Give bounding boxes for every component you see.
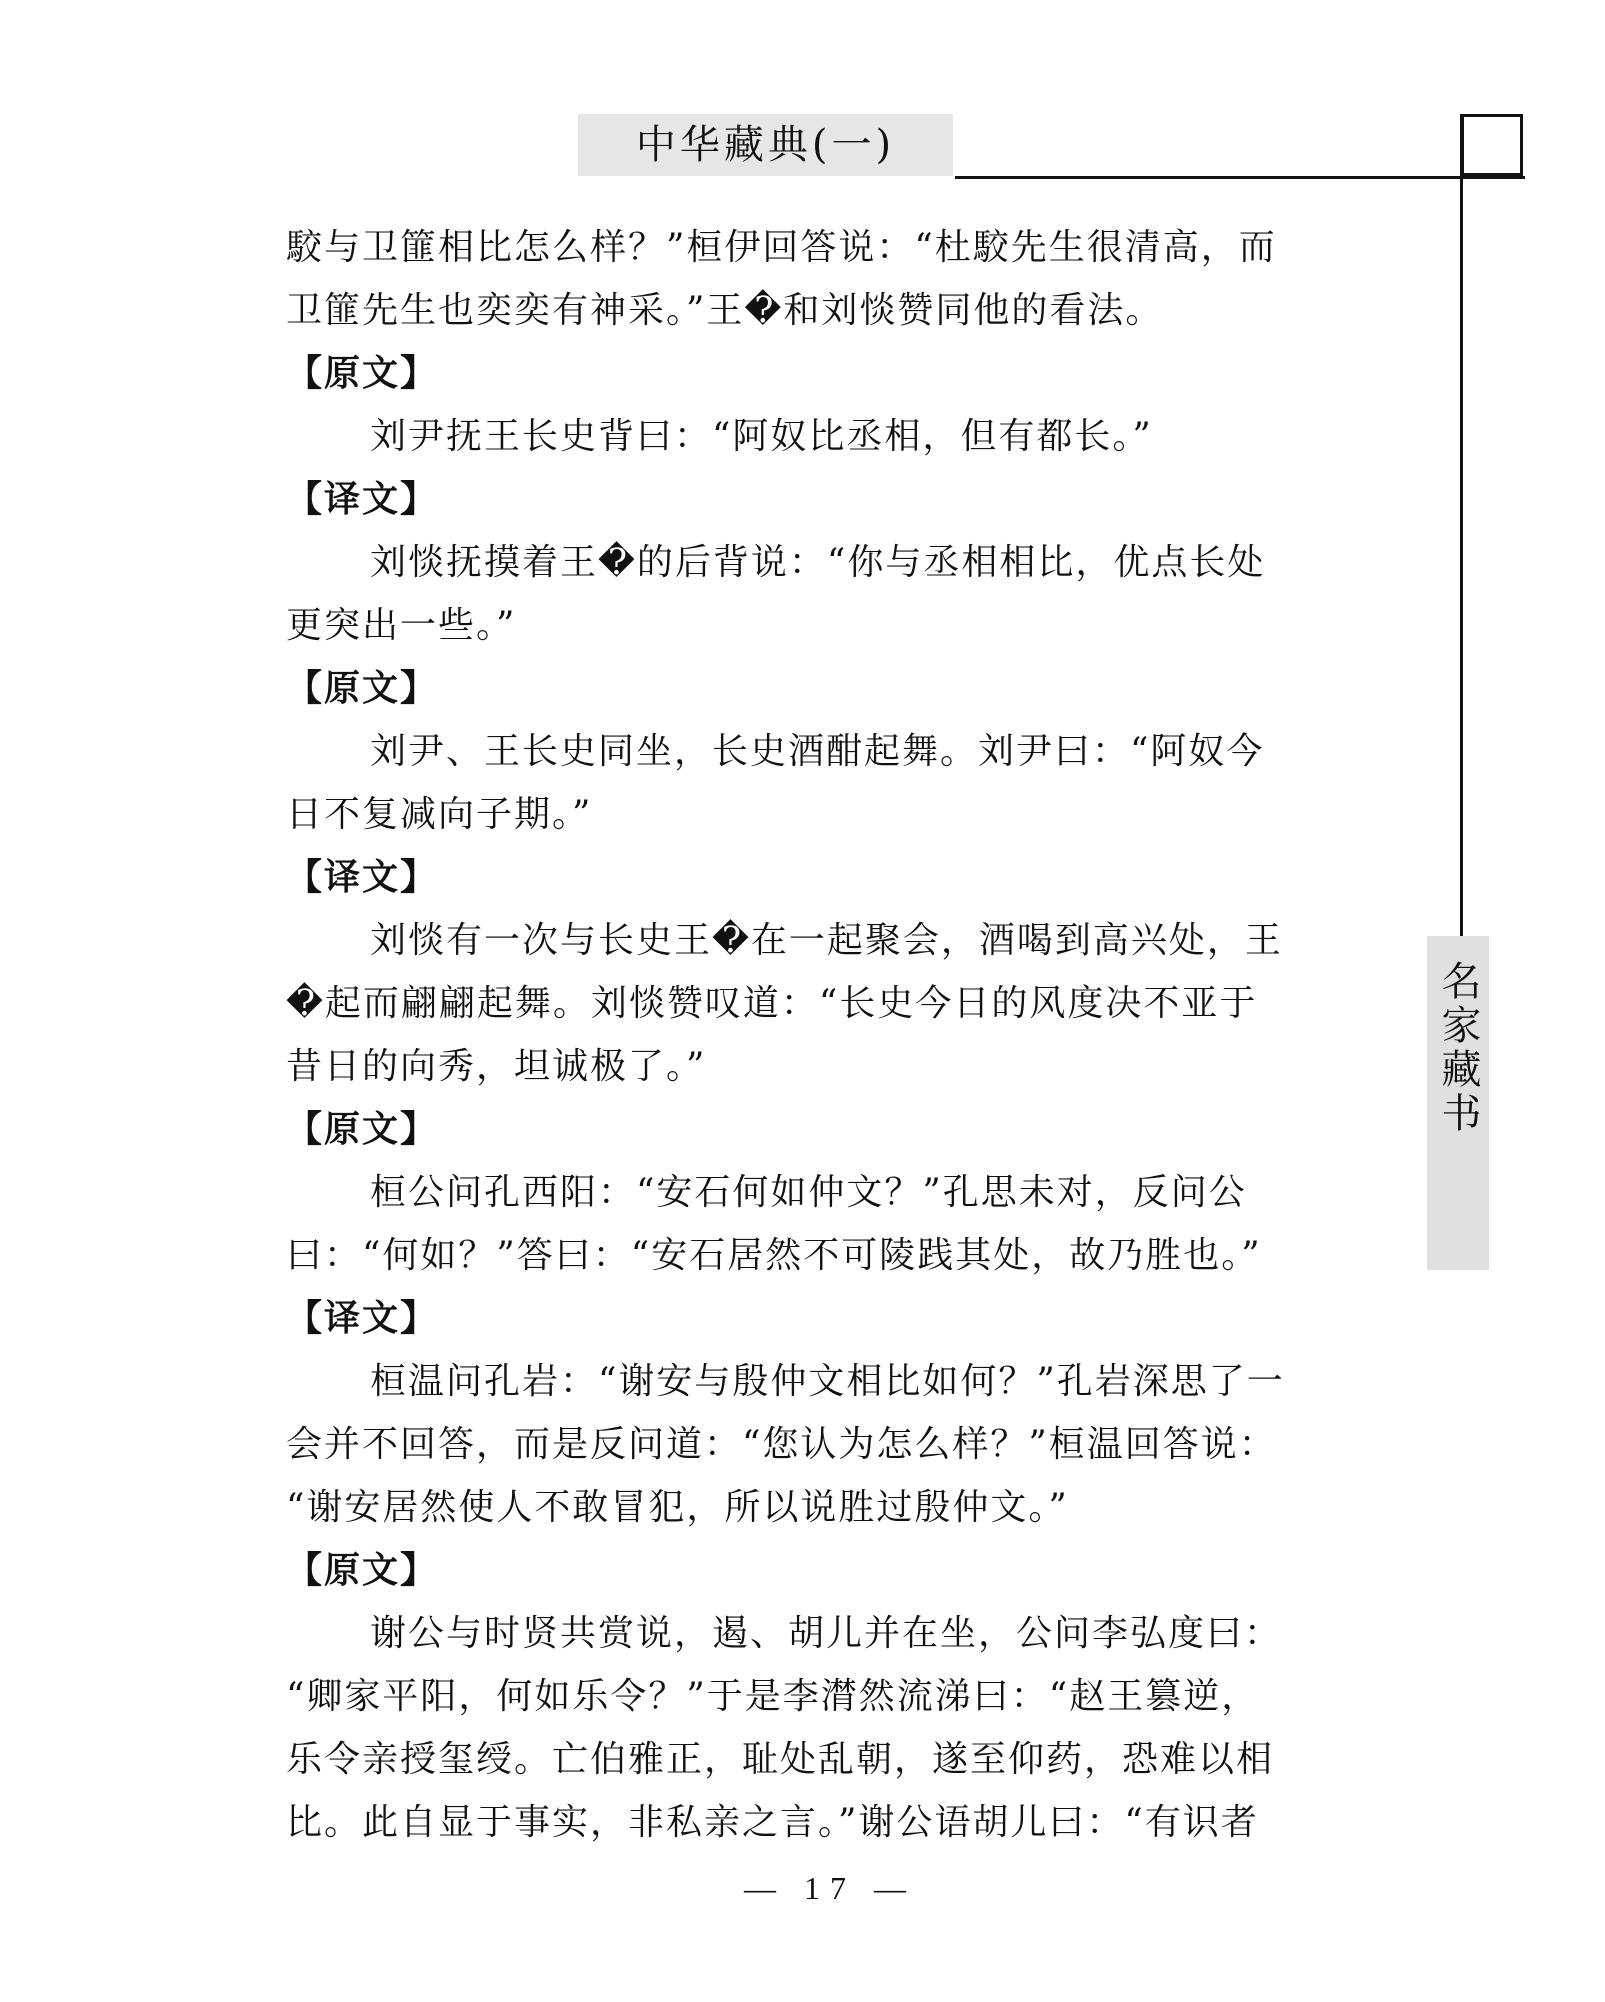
text-line: 刘尹抚王长史背曰：“阿奴比丞相，但有都长。” (370, 416, 1153, 457)
text-line: 更突出一些。” (286, 605, 517, 646)
text-line: 会并不回答，而是反问道：“您认为怎么样？”桓温回答说： (286, 1424, 1277, 1465)
text-line: �起而翩翩起舞。刘惔赞叹道：“长史今日的风度决不亚于 (286, 983, 1258, 1024)
text-line: 昔日的向秀，坦诚极了。” (286, 1046, 707, 1087)
section-heading: 【原文】 (286, 1109, 439, 1150)
section-heading: 【原文】 (286, 668, 439, 709)
section-heading: 【原文】 (286, 353, 439, 394)
text-line: 乐令亲授玺绶。亡伯雅正，耻处乱朝，遂至仰药，恐难以相 (286, 1739, 1275, 1780)
text-line: 駮与卫篚相比怎么样？”桓伊回答说：“杜駮先生很清高，而 (286, 227, 1277, 268)
page-body (286, 216, 1376, 1854)
text-line: 桓公问孔西阳：“安石何如仲文？”孔思未对，反问公 (370, 1172, 1247, 1213)
book-title: 中华藏典(一) (635, 122, 896, 168)
text-line: “卿家平阳，何如乐令？”于是李潸然流涕曰：“赵王篡逆， (286, 1676, 1260, 1717)
page-number: — 17 — (744, 1870, 916, 1906)
side-rule (1460, 114, 1463, 936)
section-heading: 【译文】 (286, 1298, 439, 1339)
corner-square-ornament (1461, 114, 1523, 176)
header-rule (955, 176, 1525, 179)
text-line: 比。此自显于事实，非私亲之言。”谢公语胡儿曰：“有识者 (286, 1802, 1259, 1843)
text-line: 刘尹、王长史同坐，长史酒酣起舞。刘尹曰：“阿奴今 (370, 731, 1265, 772)
section-heading: 【译文】 (286, 479, 439, 520)
text-line: 刘惔有一次与长史王�在一起聚会，酒喝到高兴处，王 (370, 920, 1283, 961)
text-line: “谢安居然使人不敢冒犯，所以说胜过殷仲文。” (286, 1487, 1069, 1528)
text-line: 曰：“何如？”答曰：“安石居然不可陵践其处，故乃胜也。” (286, 1235, 1262, 1276)
text-line: 刘惔抚摸着王�的后背说：“你与丞相相比，优点长处 (370, 542, 1266, 583)
side-tab-label: 名家藏书 (1435, 960, 1481, 1136)
text-line: 桓温问孔岩：“谢安与殷仲文相比如何？”孔岩深思了一 (370, 1361, 1285, 1402)
text-line: 日不复减向子期。” (286, 794, 593, 835)
section-heading: 【译文】 (286, 857, 439, 898)
section-heading: 【原文】 (286, 1550, 439, 1591)
text-line: 谢公与时贤共赏说，遏、胡儿并在坐，公问李弘度曰： (370, 1613, 1283, 1654)
text-line: 卫篚先生也奕奕有神采。”王�和刘惔赞同他的看法。 (286, 290, 1164, 331)
